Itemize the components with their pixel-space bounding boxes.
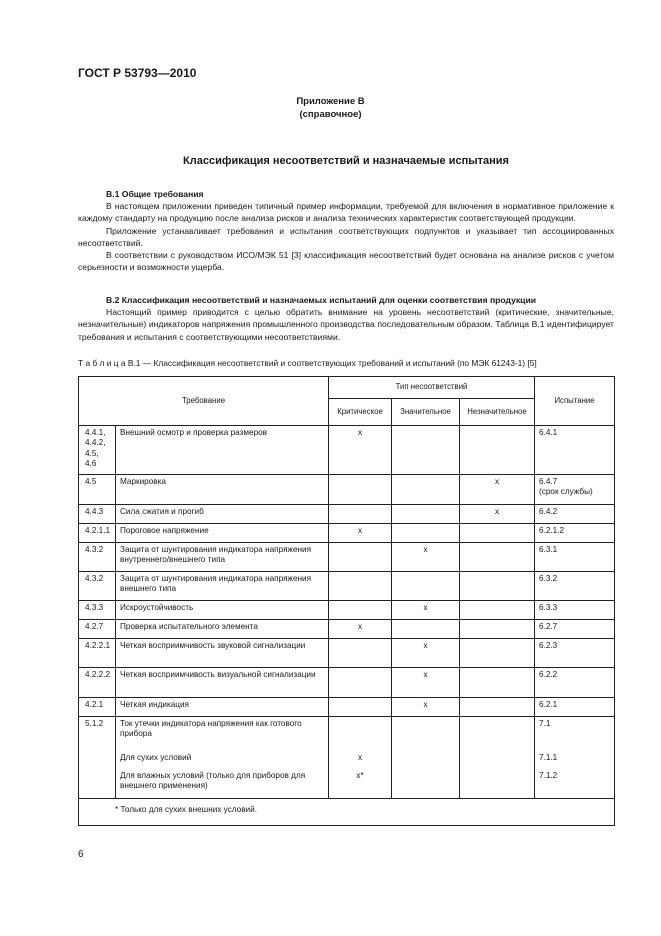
significant-cell: x: [392, 698, 460, 717]
critical-cell: x: [329, 751, 392, 769]
requirement-cell: Четкая восприимчивость звуковой сигнализации: [116, 639, 329, 668]
minor-cell: [460, 668, 535, 698]
minor-cell: x: [460, 475, 535, 505]
main-title: Классификация несоответствий и назначаемые испытания: [183, 155, 509, 167]
clause-cell: 4.5: [79, 475, 116, 505]
section-heading: В.2 Классификация несоответствий и назначаемых испытаний для оценки соответствия продукции: [106, 295, 537, 305]
requirement-cell: Маркировка: [116, 475, 329, 505]
table-row: [79, 639, 615, 668]
critical-cell: [329, 639, 392, 668]
significant-cell: [392, 505, 460, 524]
table-row: [79, 601, 615, 620]
test-cell: 7.1.2: [535, 769, 615, 799]
test-cell: 6.4.1: [535, 426, 615, 475]
critical-cell: x: [329, 524, 392, 543]
critical-cell: [329, 505, 392, 524]
minor-cell: [460, 572, 535, 601]
minor-cell: x: [460, 505, 535, 524]
clause-cell: 4.2.2.2: [79, 668, 116, 698]
test-cell: 6.2.7: [535, 620, 615, 639]
significant-cell: x: [392, 601, 460, 620]
header-requirement: Требование: [79, 377, 329, 426]
clause-cell: 4.3.2: [79, 543, 116, 572]
test-cell: 6.2.2: [535, 668, 615, 698]
critical-cell: [329, 601, 392, 620]
minor-cell: [460, 524, 535, 543]
table-row: [79, 475, 615, 505]
test-cell: 6.3.2: [535, 572, 615, 601]
requirement-cell: Четкая индикация: [116, 698, 329, 717]
critical-cell: [329, 572, 392, 601]
minor-cell: [460, 543, 535, 572]
significant-cell: x: [392, 668, 460, 698]
significant-cell: [392, 524, 460, 543]
requirement-cell: Для влажных условий (только для приборов для внешнего применения): [116, 769, 329, 799]
critical-cell: x*: [329, 769, 392, 799]
critical-cell: [329, 668, 392, 698]
requirement-cell: Ток утечки индикатора напряжения как готового прибора: [116, 717, 329, 751]
section-general: [78, 188, 614, 273]
test-cell: 7.1: [535, 717, 615, 751]
test-cell: 6.3.3: [535, 601, 615, 620]
table-row: [79, 698, 615, 717]
table-row: [79, 543, 615, 572]
significant-cell: [392, 717, 460, 751]
requirement-cell: Внешний осмотр и проверка размеров: [116, 426, 329, 475]
requirement-cell: Искроустойчивость: [116, 601, 329, 620]
minor-cell: [460, 717, 535, 751]
minor-cell: [460, 751, 535, 769]
critical-cell: [329, 698, 392, 717]
clause-cell: 5.1.2: [79, 717, 116, 799]
minor-cell: [460, 620, 535, 639]
significant-cell: x: [392, 543, 460, 572]
annex-title: Приложение В: [296, 96, 365, 107]
nonconformity-table: [78, 376, 615, 826]
test-cell: 6.4.2: [535, 505, 615, 524]
test-cell: 6.3.1: [535, 543, 615, 572]
paragraph: В настоящем приложении приведен типичный пример информации, требуемой для включения в нормативное приложение к каждому стандарту на продукцию после анализа рисков и анализа технических характеристик соответствующей продукции.: [78, 201, 614, 224]
minor-cell: [460, 601, 535, 620]
critical-cell: [329, 717, 392, 751]
requirement-cell: Для сухих условий: [116, 751, 329, 769]
header-critical: Критическое: [329, 399, 392, 426]
paragraph: В соответствии с руководством ИСО/МЭК 51 [3] классификация несоответствий будет основана на анализе рисков с учетом серьезности и возможности ущерба.: [78, 250, 614, 273]
table-row: [79, 572, 615, 601]
clause-cell: 4.2.1.1: [79, 524, 116, 543]
critical-cell: [329, 543, 392, 572]
header-test: Испытание: [535, 377, 615, 426]
test-cell: 7.1.1: [535, 751, 615, 769]
paragraph: Настоящий пример приводится с целью обратить внимание на уровень несоответствий (критические, значительные, незначительные) индикаторов напряжения промышленного производства последовательным образом. Таблица В.1 идентифицирует требования и испытания с соответствующими несоответствиями.: [78, 307, 614, 342]
table-row: [79, 769, 615, 799]
requirement-cell: Сила сжатия и прогиб: [116, 505, 329, 524]
table-body: [79, 426, 615, 826]
significant-cell: [392, 769, 460, 799]
requirement-cell: Защита от шунтирования индикатора напряжения внутреннего/внешнего типа: [116, 543, 329, 572]
clause-cell: 4.3.2: [79, 572, 116, 601]
clause-cell: 4.4.1, 4.4.2, 4.5, 4.6: [79, 426, 116, 475]
test-cell: 6.4.7 (срок службы): [535, 475, 615, 505]
clause-cell: 4.4.3: [79, 505, 116, 524]
clause-cell: 4.2.7: [79, 620, 116, 639]
footnote-row: [79, 799, 615, 826]
significant-cell: x: [392, 639, 460, 668]
significant-cell: [392, 751, 460, 769]
requirement-cell: Защита от шунтирования индикатора напряжения внешнего типа: [116, 572, 329, 601]
significant-cell: [392, 572, 460, 601]
header-type: Тип несоответствий: [329, 377, 535, 399]
table-row: [79, 426, 615, 475]
section-heading: В.1 Общие требования: [106, 189, 204, 199]
table-footnote: * Только для сухих внешних условий.: [79, 799, 615, 826]
table-row: [79, 668, 615, 698]
table-row: [79, 505, 615, 524]
test-cell: 6.2.1.2: [535, 524, 615, 543]
minor-cell: [460, 639, 535, 668]
table-row: [79, 717, 615, 751]
table-row: [79, 751, 615, 769]
standard-code: ГОСТ Р 53793—2010: [78, 66, 197, 80]
requirement-cell: Пороговое напряжение: [116, 524, 329, 543]
minor-cell: [460, 426, 535, 475]
header-significant: Значительное: [392, 399, 460, 426]
clause-cell: 4.2.2.1: [79, 639, 116, 668]
significant-cell: [392, 426, 460, 475]
clause-cell: 4.2.1: [79, 698, 116, 717]
test-cell: 6.2.3: [535, 639, 615, 668]
paragraph: Приложение устанавливает требования и испытания соответствующих подпунктов и указывает тип ассоциированных несоответствий.: [78, 225, 614, 248]
page-number: 6: [78, 849, 84, 860]
significant-cell: [392, 475, 460, 505]
critical-cell: [329, 475, 392, 505]
requirement-cell: Проверка испытательного элемента: [116, 620, 329, 639]
critical-cell: x: [329, 426, 392, 475]
annex-status: (справочное): [299, 109, 362, 120]
requirement-cell: Четкая восприимчивость визуальной сигнализации: [116, 668, 329, 698]
clause-cell: 4.3.3: [79, 601, 116, 620]
critical-cell: x: [329, 620, 392, 639]
minor-cell: [460, 698, 535, 717]
table-row: [79, 620, 615, 639]
minor-cell: [460, 769, 535, 799]
table-row: [79, 524, 615, 543]
section-classification: [78, 294, 614, 343]
significant-cell: [392, 620, 460, 639]
header-minor: Незначительное: [460, 399, 535, 426]
table-caption: Т а б л и ц а В.1 — Классификация несоответствий и соответствующих требований и испытаний (по МЭК 61243-1) [5]: [78, 358, 537, 368]
test-cell: 6.2.1: [535, 698, 615, 717]
